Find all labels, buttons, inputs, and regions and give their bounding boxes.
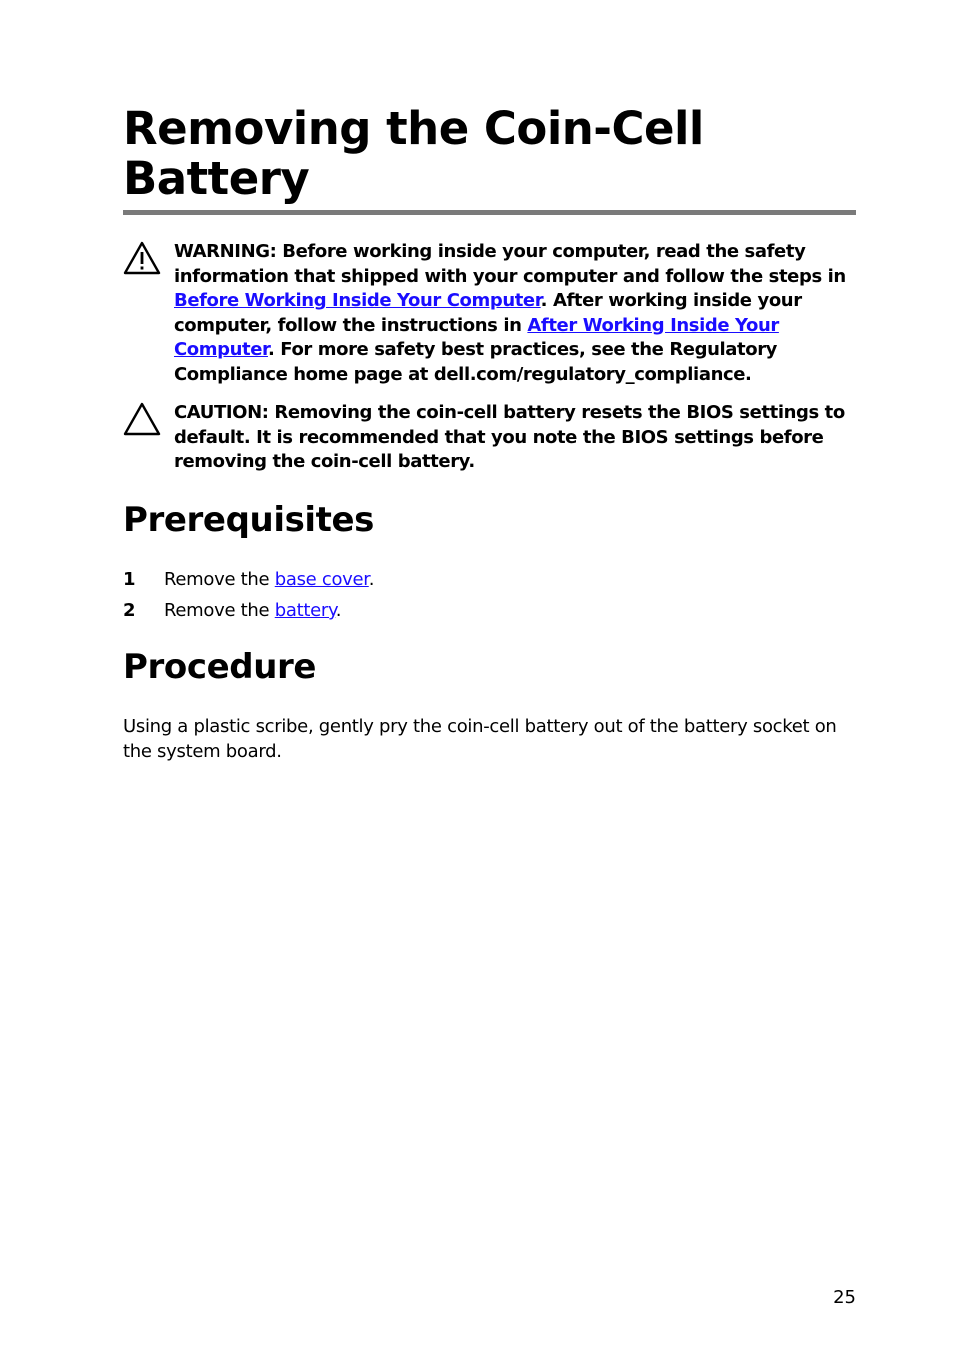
- warning-text-part: WARNING: Before working inside your computer, read the safety information that shipped with your computer and follow the steps in: [174, 241, 846, 287]
- step-suffix: .: [368, 569, 375, 590]
- base-cover-link[interactable]: base cover: [274, 569, 369, 590]
- caution-notice: [123, 401, 856, 481]
- step-number: 1: [123, 569, 136, 590]
- procedure-text: Using a plastic scribe, gently pry the coin-cell battery out of the battery socket on the system board.: [123, 716, 837, 762]
- step-text: [164, 598, 341, 624]
- step-text: [164, 567, 374, 593]
- step-prefix: Remove the: [164, 569, 275, 590]
- step-prefix: Remove the: [164, 600, 275, 621]
- prerequisites-list: [123, 567, 856, 629]
- caution-triangle-icon: [123, 401, 161, 437]
- list-item: [123, 567, 856, 598]
- warning-triangle-icon: [123, 240, 161, 276]
- warning-text: [174, 240, 856, 388]
- step-suffix: .: [335, 600, 342, 621]
- battery-link[interactable]: battery: [274, 600, 336, 621]
- list-item: [123, 598, 856, 629]
- page-number: 25: [833, 1287, 856, 1308]
- step-number: 2: [123, 600, 136, 621]
- page-title: Removing the Coin-Cell Battery: [123, 102, 704, 205]
- prerequisites-heading: Prerequisites: [123, 500, 375, 540]
- warning-text-part: . After working inside your computer, follow the instructions in: [174, 290, 802, 336]
- before-working-link[interactable]: Before Working Inside Your Computer: [174, 290, 541, 312]
- caution-text: CAUTION: Removing the coin-cell battery resets the BIOS settings to default. It is recommended that you note the BIOS settings before removing the coin-cell battery.: [174, 402, 845, 473]
- after-working-link[interactable]: After Working Inside Your Computer: [174, 314, 779, 361]
- warning-notice: [123, 240, 856, 390]
- title-divider: [123, 210, 856, 215]
- procedure-heading: Procedure: [123, 647, 317, 687]
- warning-text-part: . For more safety best practices, see the Regulatory Compliance home page at dell.com/regulatory_compliance.: [174, 339, 778, 385]
